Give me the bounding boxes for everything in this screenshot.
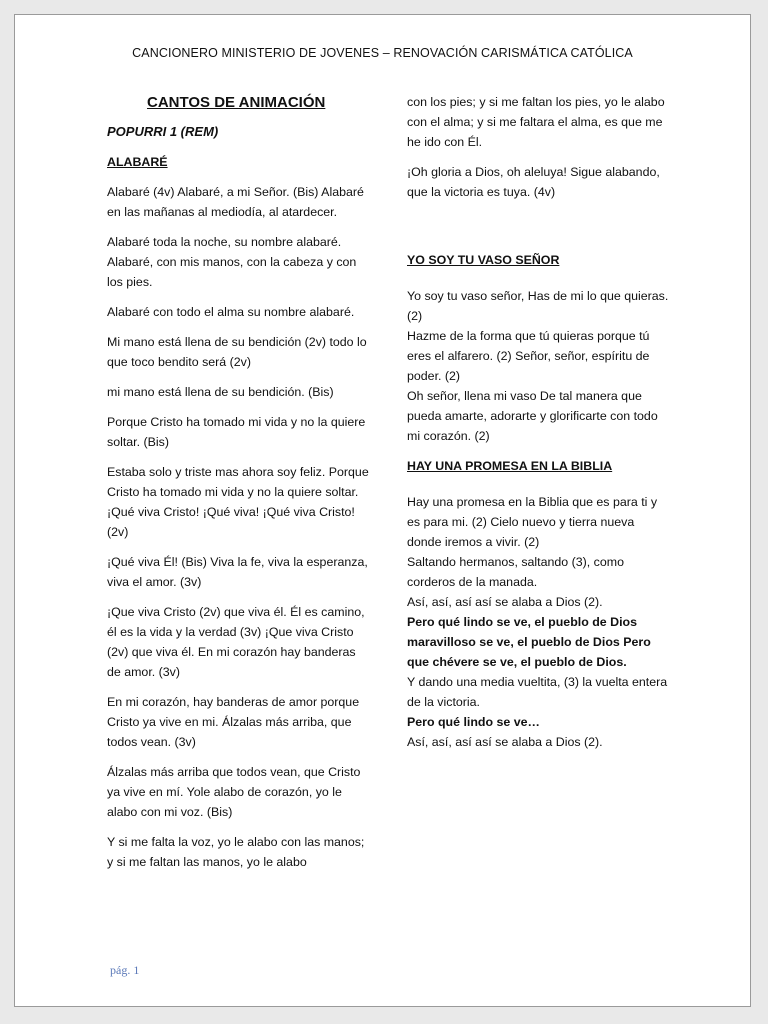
lyric-line: Hazme de la forma que tú quieras porque tú eres el alfarero. (2) Señor, señor, espíritu de poder. (2) <box>407 329 650 383</box>
document-page <box>14 14 751 1007</box>
song-title-promesa: HAY UNA PROMESA EN LA BIBLIA <box>407 459 613 473</box>
lyric-paragraph: Y si me falta la voz, yo le alabo con las manos; y si me faltan las manos, yo le alabo <box>107 835 365 869</box>
lyric-paragraph: Mi mano está llena de su bendición (2v) todo lo que toco bendito será (2v) <box>107 335 367 369</box>
lyric-paragraph: Estaba solo y triste mas ahora soy feliz. Porque Cristo ha tomado mi vida y no la quiere soltar. ¡Qué viva Cristo! ¡Qué viva! ¡Qué viva Cristo! (2v) <box>107 465 369 539</box>
lyric-paragraph: mi mano está llena de su bendición. (Bis) <box>107 385 334 399</box>
lyric-paragraph: Álzalas más arriba que todos vean, que Cristo ya vive en mí. Yole alabo de corazón, yo le alabo con mi voz. (Bis) <box>107 765 361 819</box>
lyric-paragraph: con los pies; y si me faltan los pies, yo le alabo con el alma; y si me faltara el alma, es que me he ido con Él. <box>407 95 665 149</box>
section-title: CANTOS DE ANIMACIÓN <box>147 94 326 111</box>
lyric-paragraph: Porque Cristo ha tomado mi vida y no la quiere soltar. (Bis) <box>107 415 366 449</box>
lyric-line: Oh señor, llena mi vaso De tal manera que pueda amarte, adorarte y glorificarte con todo mi corazón. (2) <box>407 389 658 443</box>
lyric-line: Así, así, así así se alaba a Dios (2). <box>407 735 603 749</box>
lyric-paragraph: En mi corazón, hay banderas de amor porque Cristo ya vive en mi. Álzalas más arriba, que todos vean. (3v) <box>107 695 360 749</box>
left-column <box>107 92 372 882</box>
page-header: CANCIONERO MINISTERIO DE JOVENES – RENOVACIÓN CARISMÁTICA CATÓLICA <box>132 46 633 60</box>
right-column <box>407 92 669 752</box>
medley-subtitle: POPURRI 1 (REM) <box>107 124 219 139</box>
lyric-line: Así, así, así así se alaba a Dios (2). <box>407 595 603 609</box>
lyric-paragraph: Alabaré toda la noche, su nombre alabaré. Alabaré, con mis manos, con la cabeza y con los pies. <box>107 235 357 289</box>
lyric-paragraph: ¡Oh gloria a Dios, oh aleluya! Sigue alabando, que la victoria es tuya. (4v) <box>407 165 660 199</box>
lyric-paragraph: Alabaré con todo el alma su nombre alabaré. <box>107 305 355 319</box>
lyric-line: Y dando una media vueltita, (3) la vuelta entera de la victoria. <box>407 675 668 709</box>
lyric-line-bold: Pero qué lindo se ve, el pueblo de Dios maravilloso se ve, el pueblo de Dios Pero que chévere se ve, el pueblo de Dios. <box>407 615 651 669</box>
song-title-vaso: YO SOY TU VASO SEÑOR <box>407 253 560 267</box>
song-lyrics-vaso <box>407 286 669 446</box>
song-title-alabare: ALABARÉ <box>107 155 168 169</box>
lyric-line: Hay una promesa en la Biblia que es para ti y es para mi. (2) Cielo nuevo y tierra nueva donde iremos a vivir. (2) <box>407 495 658 549</box>
lyric-line: Yo soy tu vaso señor, Has de mi lo que quieras. (2) <box>407 289 669 323</box>
lyric-paragraph: Alabaré (4v) Alabaré, a mi Señor. (Bis) Alabaré en las mañanas al mediodía, al atardecer. <box>107 185 364 219</box>
lyric-line-bold: Pero qué lindo se ve… <box>407 715 540 729</box>
song-lyrics-promesa <box>407 492 669 752</box>
lyric-line: Saltando hermanos, saltando (3), como corderos de la manada. <box>407 555 624 589</box>
lyric-paragraph: ¡Que viva Cristo (2v) que viva él. Él es camino, él es la vida y la verdad (3v) ¡Que viva Cristo (2v) que viva él. En mi corazón hay banderas de amor. (3v) <box>107 605 365 679</box>
page-number: pág. 1 <box>110 963 140 977</box>
lyric-paragraph: ¡Qué viva Él! (Bis) Viva la fe, viva la esperanza, viva el amor. (3v) <box>107 555 368 589</box>
